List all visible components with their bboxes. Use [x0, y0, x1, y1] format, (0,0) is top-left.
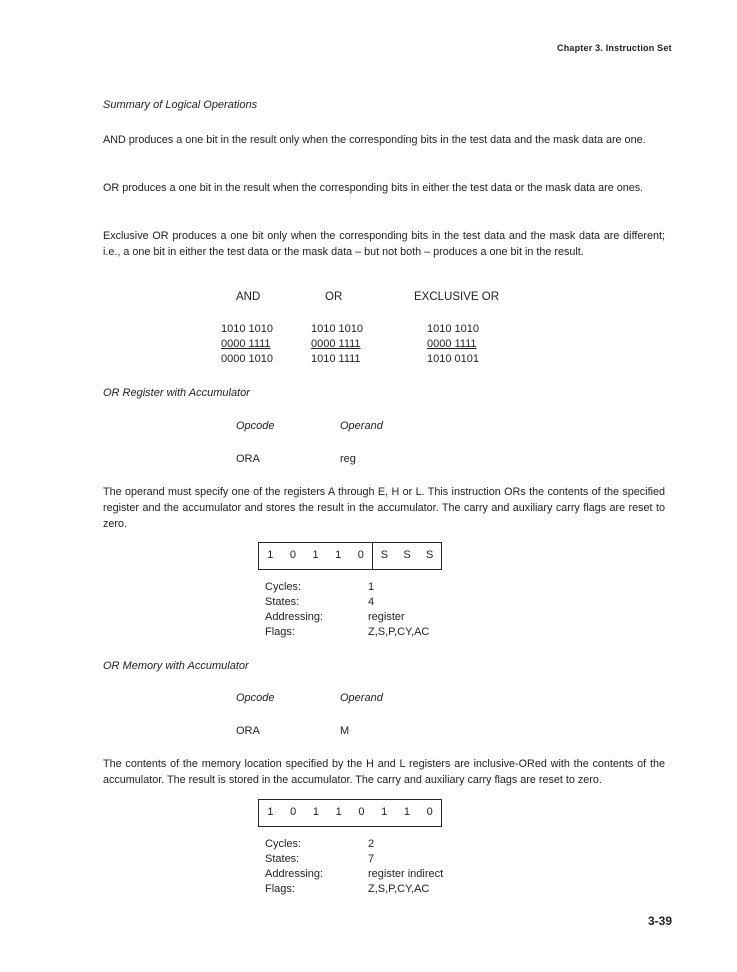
bit-3: 0 [357, 549, 364, 561]
xor-result: 1010 0101 [427, 353, 479, 365]
bit-1: 1 [403, 806, 410, 818]
xor-column [427, 322, 479, 367]
cycles-label: Cycles: [265, 838, 302, 850]
flags-label: Flags: [265, 626, 295, 638]
ora-mem-opcode: ORA [236, 725, 260, 737]
and-heading: AND [236, 291, 261, 303]
states-label: States: [265, 853, 300, 865]
flags-value: Z,S,P,CY,AC [368, 626, 430, 638]
bit-4: 1 [335, 806, 342, 818]
and-result: 0000 1010 [221, 353, 273, 365]
bit-0: S [426, 549, 434, 561]
cycles-value: 2 [368, 838, 375, 850]
and-description: AND produces a one bit in the result only when the corresponding bits in the test data and the mask data are one. [103, 134, 646, 146]
bit-0: 0 [426, 806, 433, 818]
addressing-label: Addressing: [265, 868, 324, 880]
bit-4: 1 [335, 549, 342, 561]
ora-reg-opcode-label: Opcode [236, 420, 275, 432]
ora-mem-description: The contents of the memory location specified by the H and L registers are inclusive-ORed with the contents of the accumulator. The result is stored in the accumulator. The carry and auxiliary carry flags are reset to zero. [103, 758, 665, 786]
section-title-ora-reg: OR Register with Accumulator [103, 387, 250, 399]
or-result: 1010 1111 [311, 353, 361, 365]
ora-mem-operand: M [340, 725, 350, 737]
bit-5: 1 [312, 806, 319, 818]
ora-reg-opcode: ORA [236, 453, 260, 465]
ora-mem-opcode-label: Opcode [236, 692, 275, 704]
or-description: OR produces a one bit in the result when the corresponding bits in either the test data or the mask data are ones. [103, 182, 644, 194]
bit-1: S [403, 549, 411, 561]
ora-reg-description: The operand must specify one of the registers A through E, H or L. This instruction ORs the contents of the specified register and the accumulator and stores the result in the accumulator. The carry and auxiliary carry flags are reset to zero. [103, 486, 665, 530]
or-test-data: 1010 1010 [311, 323, 363, 335]
ora-reg-operand-label: Operand [340, 420, 383, 432]
section-title-summary: Summary of Logical Operations [103, 99, 258, 111]
bit-7: 1 [267, 549, 274, 561]
ora-mem-operand-label: Operand [340, 692, 383, 704]
or-mask-data: 0000 1111 [311, 338, 361, 350]
ora-mem-labels [265, 837, 323, 897]
flags-label: Flags: [265, 883, 295, 895]
addressing-label: Addressing: [265, 611, 324, 623]
bit-2: S [372, 543, 396, 569]
bit-3: 0 [358, 806, 365, 818]
addressing-value: register indirect [368, 868, 444, 880]
ora-reg-bit-pattern [258, 542, 442, 570]
bit-2: 1 [381, 806, 388, 818]
xor-test-data: 1010 1010 [427, 323, 479, 335]
ora-reg-labels [265, 580, 323, 640]
or-heading: OR [325, 291, 343, 303]
ora-reg-values [368, 580, 429, 640]
and-mask-data: 0000 1111 [221, 338, 271, 350]
states-value: 7 [368, 853, 375, 865]
bit-7: 1 [267, 806, 274, 818]
bit-6: 0 [289, 549, 296, 561]
states-label: States: [265, 596, 300, 608]
bit-6: 0 [290, 806, 297, 818]
xor-mask-data: 0000 1111 [427, 338, 477, 350]
ora-mem-bit-pattern [258, 799, 442, 827]
xor-heading: EXCLUSIVE OR [414, 291, 499, 303]
section-title-ora-mem: OR Memory with Accumulator [103, 660, 249, 672]
cycles-label: Cycles: [265, 581, 302, 593]
bit-5: 1 [312, 549, 319, 561]
page-number: 3-39 [648, 914, 673, 928]
and-test-data: 1010 1010 [221, 323, 273, 335]
xor-description: Exclusive OR produces a one bit only when the corresponding bits in the test data and the mask data are different; i.e., a one bit in either the test data or the mask data – but not both – produces a one bit in the result. [103, 230, 665, 258]
ora-mem-values [368, 837, 443, 897]
and-column [221, 322, 273, 367]
cycles-value: 1 [368, 581, 375, 593]
ora-reg-operand: reg [340, 453, 356, 465]
flags-value: Z,S,P,CY,AC [368, 883, 430, 895]
addressing-value: register [368, 611, 405, 623]
or-column [311, 322, 363, 367]
chapter-header: Chapter 3. Instruction Set [557, 43, 672, 53]
states-value: 4 [368, 596, 375, 608]
